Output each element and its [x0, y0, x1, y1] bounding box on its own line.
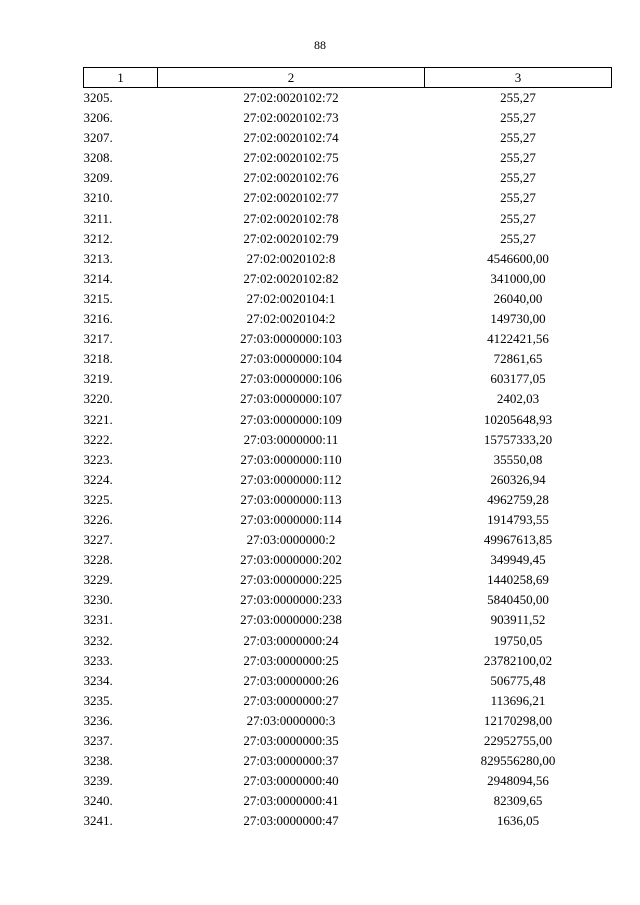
table-row — [84, 510, 612, 530]
value-cell: 255,27 — [500, 130, 536, 146]
cadastral-number-cell: 27:02:0020102:72 — [243, 90, 339, 105]
cadastral-number-cell: 27:03:0000000:47 — [243, 813, 339, 829]
value-cell: 255,27 — [500, 90, 536, 105]
row-number-cell: 3238. — [83, 753, 113, 769]
cadastral-number-cell: 27:03:0000000:3 — [246, 712, 336, 728]
row-number-cell: 3226. — [83, 511, 113, 527]
value-cell: 23782100,02 — [483, 652, 553, 668]
table-row — [84, 309, 612, 329]
cadastral-number-cell: 27:03:0000000:27 — [243, 692, 339, 708]
value-cell: 255,27 — [500, 110, 536, 126]
row-number-cell: 3231. — [83, 612, 113, 628]
table-row — [84, 490, 612, 510]
table-row — [84, 229, 612, 249]
value-cell: 26040,00 — [493, 290, 543, 306]
cadastral-number-cell: 27:03:0000000:26 — [243, 672, 339, 688]
table-row — [84, 570, 612, 590]
table-row — [84, 329, 612, 349]
value-cell: 82309,65 — [493, 793, 543, 809]
table-row — [84, 610, 612, 630]
column-header-3: 3 — [425, 68, 612, 88]
value-cell: 113696,21 — [490, 692, 546, 708]
cadastral-number-cell: 27:02:0020102:74 — [243, 130, 339, 146]
cadastral-number-cell: 27:03:0000000:113 — [240, 491, 342, 507]
row-number-cell: 3218. — [83, 351, 113, 367]
cadastral-number-cell: 27:03:0000000:114 — [240, 511, 342, 527]
table-row — [84, 811, 612, 831]
table-row — [84, 530, 612, 550]
table-row — [84, 430, 612, 450]
table-row — [84, 188, 612, 208]
value-cell: 35550,08 — [493, 451, 543, 467]
row-number-cell: 3239. — [83, 773, 113, 789]
value-cell: 255,27 — [500, 150, 536, 166]
cadastral-number-cell: 27:03:0000000:238 — [240, 612, 342, 628]
value-cell: 603177,05 — [490, 371, 546, 387]
value-cell: 1440258,69 — [487, 572, 549, 588]
value-cell: 4546600,00 — [487, 250, 549, 266]
cadastral-value-table — [83, 67, 612, 831]
table-row — [84, 289, 612, 309]
cadastral-number-cell: 27:02:0020102:77 — [243, 190, 339, 206]
value-cell: 12170298,00 — [483, 712, 553, 728]
row-number-cell: 3217. — [83, 331, 113, 347]
cadastral-number-cell: 27:02:0020102:76 — [243, 170, 339, 186]
row-number-cell: 3212. — [83, 230, 113, 246]
row-number-cell: 3219. — [83, 371, 113, 387]
table-row — [84, 470, 612, 490]
value-cell: 506775,48 — [490, 672, 546, 688]
row-number-cell: 3225. — [83, 491, 113, 507]
value-cell: 255,27 — [500, 190, 536, 206]
cadastral-number-cell: 27:02:0020102:78 — [243, 210, 339, 226]
value-cell: 2948094,56 — [487, 773, 549, 789]
value-cell: 349949,45 — [490, 552, 546, 568]
value-cell: 19750,05 — [493, 632, 543, 648]
row-number-cell: 3222. — [83, 431, 113, 447]
value-cell: 255,27 — [500, 230, 536, 246]
table-row — [84, 751, 612, 771]
row-number-cell: 3232. — [83, 632, 113, 648]
cadastral-number-cell: 27:03:0000000:25 — [243, 652, 339, 668]
table-row — [84, 651, 612, 671]
value-cell: 72861,65 — [493, 351, 543, 367]
table-row — [84, 148, 612, 168]
table-row — [84, 108, 612, 128]
value-cell: 2402,03 — [496, 391, 540, 407]
row-number-cell: 3227. — [83, 532, 113, 548]
cadastral-number-cell: 27:02:0020102:82 — [243, 270, 339, 286]
row-number-cell: 3241. — [83, 813, 113, 829]
value-cell: 903911,52 — [490, 612, 546, 628]
table-row — [84, 731, 612, 751]
column-header-1: 1 — [84, 68, 158, 88]
row-number-cell: 3206. — [83, 110, 113, 126]
value-cell: 22952755,00 — [483, 733, 553, 748]
cadastral-number-cell: 27:02:0020102:73 — [243, 110, 339, 126]
row-number-cell: 3208. — [83, 150, 113, 166]
row-number-cell: 3216. — [83, 311, 113, 327]
cadastral-number-cell: 27:03:0000000:35 — [243, 733, 339, 748]
value-cell: 49967613,85 — [483, 532, 553, 548]
value-cell: 829556280,00 — [480, 753, 556, 769]
row-number-cell: 3214. — [83, 270, 113, 286]
row-number-cell: 3213. — [83, 250, 113, 266]
table-row — [84, 711, 612, 731]
cadastral-number-cell: 27:02:0020104:1 — [246, 290, 336, 306]
row-number-cell: 3211. — [83, 210, 113, 226]
row-number-cell: 3237. — [83, 733, 113, 748]
cadastral-number-cell: 27:03:0000000:104 — [240, 351, 342, 367]
table-row — [84, 168, 612, 188]
cadastral-number-cell: 27:02:0020104:2 — [246, 311, 336, 327]
table-row — [84, 771, 612, 791]
column-header-2: 2 — [158, 68, 425, 88]
value-cell: 255,27 — [500, 170, 536, 186]
row-number-cell: 3210. — [83, 190, 113, 206]
row-number-cell: 3236. — [83, 712, 113, 728]
table-row — [84, 631, 612, 651]
cadastral-number-cell: 27:03:0000000:103 — [240, 331, 342, 347]
table-row — [84, 410, 612, 430]
cadastral-number-cell: 27:03:0000000:24 — [243, 632, 339, 648]
cadastral-number-cell: 27:03:0000000:41 — [243, 793, 339, 809]
row-number-cell: 3230. — [83, 592, 113, 608]
value-cell: 5840450,00 — [487, 592, 549, 608]
cadastral-number-cell: 27:03:0000000:233 — [240, 592, 342, 608]
table-row — [84, 671, 612, 691]
cadastral-number-cell: 27:03:0000000:2 — [246, 532, 336, 548]
value-cell: 15757333,20 — [483, 431, 553, 447]
table-row — [84, 349, 612, 369]
cadastral-number-cell: 27:03:0000000:112 — [240, 471, 342, 487]
table-row — [84, 590, 612, 610]
row-number-cell: 3234. — [83, 672, 113, 688]
cadastral-number-cell: 27:03:0000000:110 — [240, 451, 342, 467]
row-number-cell: 3209. — [83, 170, 113, 186]
header-row — [84, 68, 612, 88]
cadastral-number-cell: 27:03:0000000:225 — [240, 572, 342, 588]
value-cell: 1636,05 — [496, 813, 540, 829]
table-row — [84, 369, 612, 389]
row-number-cell: 3223. — [83, 451, 113, 467]
row-number-cell: 3205. — [83, 90, 113, 105]
table-row — [84, 450, 612, 470]
table-body — [84, 88, 612, 832]
row-number-cell: 3220. — [83, 391, 113, 407]
value-cell: 341000,00 — [490, 270, 546, 286]
cadastral-number-cell: 27:03:0000000:11 — [243, 431, 339, 447]
table-header — [84, 68, 612, 88]
row-number-cell: 3215. — [83, 290, 113, 306]
row-number-cell: 3207. — [83, 130, 113, 146]
row-number-cell: 3221. — [83, 411, 113, 427]
cadastral-number-cell: 27:03:0000000:106 — [240, 371, 342, 387]
cadastral-number-cell: 27:03:0000000:37 — [243, 753, 339, 769]
table-row — [84, 128, 612, 148]
row-number-cell: 3224. — [83, 471, 113, 487]
cadastral-number-cell: 27:02:0020102:75 — [243, 150, 339, 166]
cadastral-number-cell: 27:03:0000000:40 — [243, 773, 339, 789]
value-cell: 149730,00 — [490, 311, 546, 327]
table-row — [84, 791, 612, 811]
value-cell: 10205648,93 — [483, 411, 553, 427]
table-row — [84, 691, 612, 711]
cadastral-number-cell: 27:03:0000000:109 — [240, 411, 342, 427]
row-number-cell: 3233. — [83, 652, 113, 668]
table-row — [84, 209, 612, 229]
table-row — [84, 389, 612, 409]
cadastral-number-cell: 27:03:0000000:107 — [240, 391, 342, 407]
cadastral-number-cell: 27:03:0000000:202 — [240, 552, 342, 568]
table-row — [84, 550, 612, 570]
table-row — [84, 88, 612, 109]
row-number-cell: 3228. — [83, 552, 113, 568]
row-number-cell: 3240. — [83, 793, 113, 809]
value-cell: 1914793,55 — [487, 511, 549, 527]
cadastral-number-cell: 27:02:0020102:8 — [246, 250, 336, 266]
row-number-cell: 3235. — [83, 692, 113, 708]
value-cell: 4962759,28 — [487, 491, 549, 507]
value-cell: 255,27 — [500, 210, 536, 226]
value-cell: 4122421,56 — [487, 331, 549, 347]
page-number: 88 — [314, 38, 326, 52]
value-cell: 260326,94 — [490, 471, 546, 487]
row-number-cell: 3229. — [83, 572, 113, 588]
table-row — [84, 269, 612, 289]
table-row — [84, 249, 612, 269]
cadastral-number-cell: 27:02:0020102:79 — [243, 230, 339, 246]
